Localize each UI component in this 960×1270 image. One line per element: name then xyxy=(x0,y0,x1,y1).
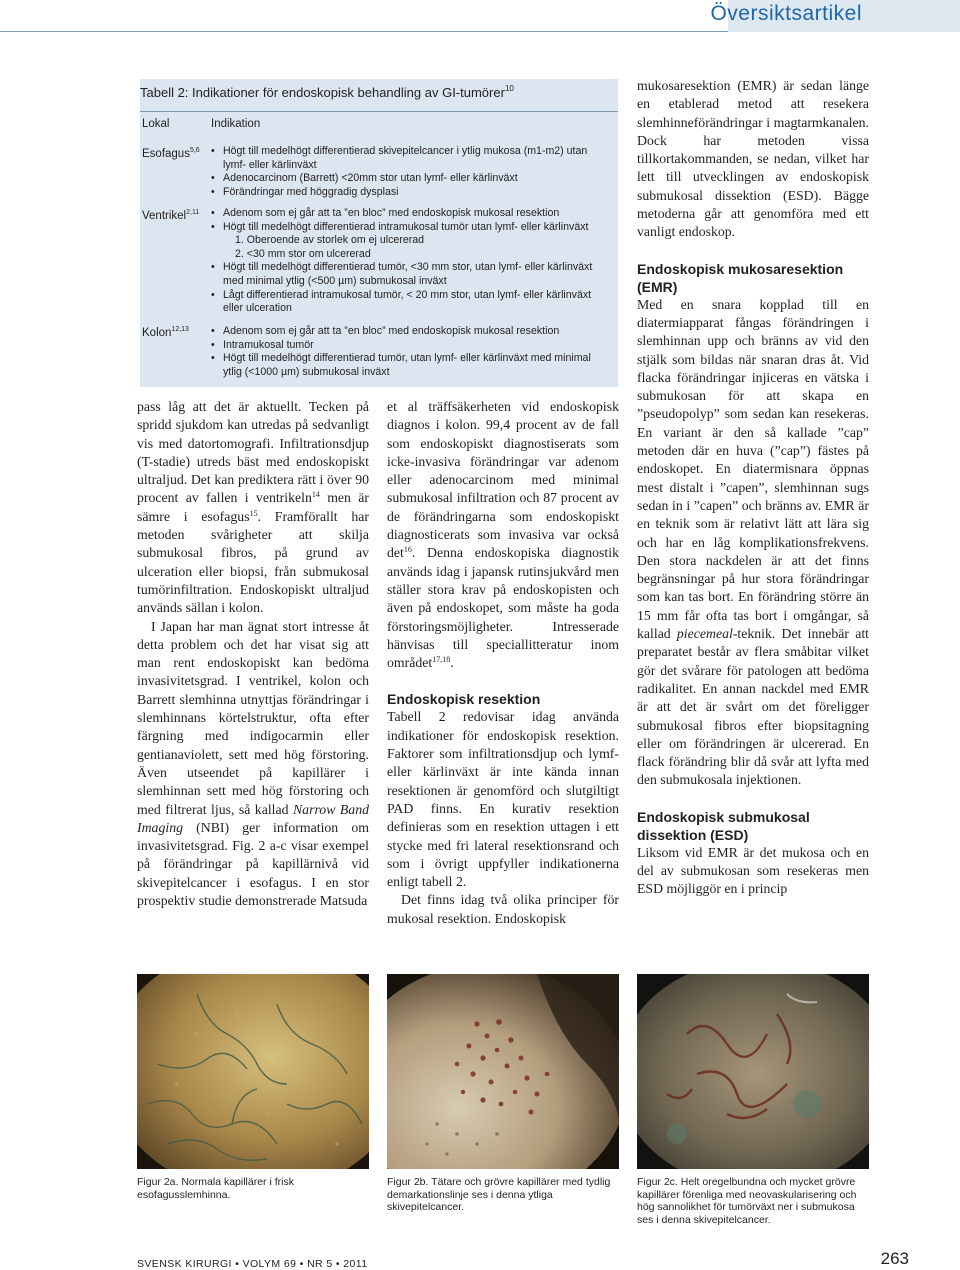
body-column-2 xyxy=(387,398,619,928)
paragraph: et al träffsäkerheten vid endoskopisk diagnos i kolon. 99,4 procent av de fall som endoskopiskt diagnostiserats som icke-invasiva förändringar var adenom eller adenocarcinom med minimal submukosal infiltration och 87 procent av de förändringarna som endoskopiskt diagnosticerats som invasiva var också $\det^{16}$. Denna endoskopiska diagnostik används idag i japansk rutinsjukvård men ställer stora krav på endoskopisten och även på endoskopet, som måste ha goda förstoringsmöjligheter. Intresserade hänvisas till speciallitteratur inom området$^{17,18}$. xyxy=(387,399,619,671)
indication-line: ytlig (<1000 µm) submukosal inväxt xyxy=(223,365,390,378)
indication-line: • Högt till medelhögt differentierad intramukosal tumör utan lymf- eller kärlinväxt xyxy=(211,221,613,235)
paragraph: I Japan har man ägnat stort intresse åt detta problem och det har visat sig att man rent endoskopiskt kan bedöma invasivitetsgrad. I ventrikel, kolon och Barrett slemhinna utnyttjas förändringar i slemhinnans körtelstruktur, ofta efter färgning med indigocarmin eller gentianaviolett, sett med hög förstoring. Även utseendet på kapillärer i slemhinnan sett med hög förstoring och med filtrerat ljus, så kallad Narrow Band Imaging (NBI) ger information om invasivitetsgrad. Fig. 2 a-c visar exempel på förändringar på kapillärnivå vid skivepitelcancer i esofagus. I en stor prospektiv studie demonstrerade Matsuda xyxy=(137,618,369,909)
indication-line: • Adenocarcinom (Barrett) <20mm stor utan lymf- eller kärlinväxt xyxy=(211,172,613,186)
page-number: 263 xyxy=(880,1249,909,1268)
header-rule xyxy=(0,31,728,32)
figure-2b-endoscopy-image xyxy=(387,974,619,1169)
paragraph: Det finns idag två olika principer för mukosal resektion. Endoskopisk xyxy=(387,892,619,926)
indication-line: eller ulceration xyxy=(223,302,292,315)
indication-line: 2. <30 mm stor om ulcererad xyxy=(235,247,371,260)
row-cell-kolon xyxy=(211,325,613,379)
indication-line: 1. Oberoende av storlek om ej ulcererad xyxy=(235,234,425,247)
figure-2b-caption: Figur 2b. Tätare och grövre kapillärer med tydlig demarkationslinje ses i denna ytliga skivepitelcancer. xyxy=(387,1176,611,1214)
body-column-1 xyxy=(137,398,369,910)
figure-2a-endoscopy-image xyxy=(137,974,369,1169)
heading-emr: Endoskopisk mukosaresektion (EMR) xyxy=(637,260,844,295)
figure-2a-caption: Figur 2a. Normala kapillärer i frisk esofagusslemhinna. xyxy=(137,1176,294,1201)
table-header-location: Lokal xyxy=(142,118,170,130)
row-cell-esofagus xyxy=(211,145,613,199)
section-title: Översiktsartikel xyxy=(710,2,862,25)
row-label-kolon: Kolon$^{12,13}$ xyxy=(142,326,189,339)
table-header-rule xyxy=(140,111,618,112)
indication-line: med minimal ytlig (<500 µm) submukosal inväxt xyxy=(223,274,447,287)
indication-line: • Adenom som ej går att ta ”en bloc” med endoskopisk mukosal resektion xyxy=(211,325,613,339)
indication-line: • Förändringar med höggradig dysplasi xyxy=(211,186,613,200)
row-label-ventrikel: Ventrikel$^{2,11}$ xyxy=(142,209,200,222)
heading-endoskopisk-resektion: Endoskopisk resektion xyxy=(387,691,541,708)
indication-line: • Adenom som ej går att ta ”en bloc” med endoskopisk mukosal resektion xyxy=(211,207,613,221)
paragraph: Tabell 2 redovisar idag använda indikationer för endoskopisk resektion. Faktorer som infiltrationsdjup och lymf- eller kärlinväxt är inte kända innan resektionen är genomförd och slutgiltigt PAD finns. En kurativ resektion definieras som en resektion uttagen i ett stycke med fri lateral resektionsrand och som i övrigt uppfyller indikationerna enligt tabell 2. xyxy=(387,709,619,890)
paragraph: pass låg att det är aktuellt. Tecken på spridd sjukdom kan utredas på sedvanligt vis med datortomografi. Infiltrationsdjup (T-stadie) utreds bäst med endoskopiskt ultraljud. Det kan prediktera rätt i över 90 procent av fallen i ventrikeln$^{14}$ men är sämre i esofagus$^{15}$. Framförallt har metoden svårigheter att skilja submukosal fibros, på grund av ulceration eller biopsi, från submukosal tumörinfiltration. Endoskopiskt ultraljud används sällan i kolon. xyxy=(137,399,369,616)
paragraph: mukosaresektion (EMR) är sedan länge en etablerad metod att resekera slemhinneförändringar i magtarmkanalen. Dock har metoden vissa tillkortakommanden, se nedan, vilket har lett till utvecklingen av endoskopisk submukosal dissektion (ESD). Bägge metoderna går att genomföra med ett vanligt endoskop. xyxy=(637,78,869,240)
row-label-esofagus: Esofagus$^{5,6}$ xyxy=(142,147,200,160)
indication-line: • Högt till medelhögt differentierad tumör, <30 mm stor, utan lymf- eller kärlinväxt xyxy=(211,261,613,275)
body-column-3 xyxy=(637,77,869,899)
heading-esd: Endoskopisk submukosal dissektion (ESD) xyxy=(637,808,810,843)
journal-footer: SVENSK KIRURGI • VOLYM 69 • NR 5 • 2011 xyxy=(137,1258,368,1270)
indication-line: • Intramukosal tumör xyxy=(211,339,613,353)
figure-2a-graphic xyxy=(137,974,369,1169)
indication-line: lymf- eller kärlinväxt xyxy=(223,158,317,171)
table-caption: Tabell 2: Indikationer för endoskopisk behandling av GI-tumörer$^{10}$ xyxy=(140,84,514,100)
indication-line: • Lågt differentierad intramukosal tumör, < 20 mm stor, utan lymf- eller kärlinväxt xyxy=(211,289,613,303)
indication-line: • Högt till medelhögt differentierad tumör, utan lymf- eller kärlinväxt med minimal xyxy=(211,352,613,366)
page-header xyxy=(0,0,960,32)
indication-line: • Högt till medelhögt differentierad skivepitelcancer i ytlig mukosa (m1-m2) utan xyxy=(211,145,613,159)
paragraph: Med en snara kopplad till en diatermiapparat fångas förändringen i slemhinnan upp och bränns av vid den stjälk som bildas när snaran dras åt. Vid flacka förändringar injiceras en vätska i submukosan för att skapa en ”pseudopolyp” som sedan kan resekeras. En variant är den så kallade ”cap” metoden där en huva (”cap”) fästes på endoskopet. En diatermisnara öppnas mest distalt i ”capen”, slemhinnan sugs sedan in i ”capen” och bränns av. EMR är en teknik som är relativt lätt att lära sig och har en låg komplikationsfrekvens. Den stora nackdelen är att det finns begränsningar på hur stora förändringar som kan tas bort. En förändring större än 15 mm får ofta tas bort i omgångar, så kallad piecemeal-teknik. Det innebär att preparatet består av flera småbitar vilket gör det svårare för patologen att bedöma radikalitet. En annan nackdel med EMR är att det är svårt om det föreligger submukosal fibros efter biopsitagning eller om förändringen är ulcererad. En flack förändring blir då svår att lyfta med den submukosala injektionen. xyxy=(637,296,869,788)
figure-2c-endoscopy-image xyxy=(637,974,869,1169)
figure-2b-graphic xyxy=(387,974,619,1169)
table-caption-ref: 10 xyxy=(504,84,514,93)
table-header-indication: Indikation xyxy=(211,118,261,130)
figure-2c-graphic xyxy=(637,974,869,1169)
row-cell-ventrikel xyxy=(211,207,613,316)
paragraph: Liksom vid EMR är det mukosa och en del av submukosan som resekeras men ESD möjliggör en i princip xyxy=(637,844,869,897)
figure-2c-caption: Figur 2c. Helt oregelbundna och mycket grövre kapillärer förenliga med neovaskularisering och hög sannolikhet för tumörväxt ner i submukosa ses i denna skivepitelcancer. xyxy=(637,1176,857,1226)
